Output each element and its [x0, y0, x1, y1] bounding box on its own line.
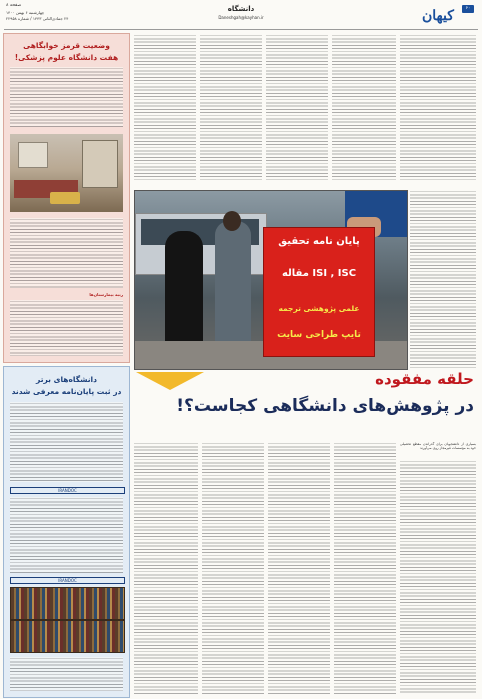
sidebar-bottom-subtitle: در ثبت پایان‌نامه معرفی شدند [11, 387, 122, 396]
logo-badge: ۶۰ [462, 5, 474, 13]
text-column-4 [332, 34, 396, 182]
logo-text: کیهان [422, 8, 454, 24]
date-line: چهارشنبه ۶ بهمن ۱۴۰۰ [6, 10, 45, 15]
headline-arrow [136, 372, 204, 390]
masthead [0, 0, 482, 32]
photo-person-man-head [223, 211, 241, 231]
headline-title: در پژوهش‌های دانشگاهی کجاست؟! [176, 396, 474, 416]
sidebar-top-body-lines-2 [10, 300, 123, 356]
irandoc-stamp-1: IRANDOC [10, 487, 125, 494]
photo-items [50, 192, 80, 204]
text-column-2 [200, 34, 262, 182]
sidebar-top-lead-lines [10, 67, 123, 127]
sign-line-4: تایپ طراحی سایت [277, 330, 361, 340]
shelf-divider [11, 619, 124, 621]
irandoc-stamp-2: IRANDOC [10, 577, 125, 584]
sidebar-top [3, 33, 130, 363]
sidebar-top-subtitle: هفت دانشگاه علوم پزشکی! [14, 53, 119, 62]
photo-window [18, 142, 48, 168]
sign-line-3: علمی پژوهشی ترجمه [278, 304, 360, 313]
sign-line-2: ISI , ISC مقاله [281, 268, 357, 279]
sign-line-1: پایان نامه تحقیق [278, 236, 360, 247]
masthead-rule [4, 29, 478, 30]
text-column-5 [400, 34, 476, 182]
section-title: دانشگاه [227, 5, 255, 13]
text-column-1 [134, 34, 196, 182]
main-photo [134, 190, 408, 370]
dormitory-photo [10, 134, 123, 212]
text-column-b1 [134, 442, 198, 694]
text-column-3 [266, 34, 328, 182]
headline-kicker: حلقه مفقوده [375, 370, 474, 388]
issue-line: ۲۴ جمادی‌الثانی ۱۴۴۳ / شماره ۲۲۹۵۸ [6, 16, 69, 21]
sidebar-top-title: وضعیت قرمز خوابگاهی [23, 41, 110, 50]
section-email: Daneshgah@kayhan.ir [218, 15, 264, 20]
text-column-right [410, 190, 476, 368]
sidebar-bottom [3, 366, 130, 698]
text-column-b3 [268, 442, 330, 694]
text-column-b4 [334, 442, 396, 694]
sidebar-bottom-lines-2 [10, 497, 123, 573]
sidebar-bottom-title: دانشگاه‌های برتر [36, 375, 97, 384]
headline-banner [134, 370, 476, 438]
photo-cabinet [82, 140, 118, 188]
logo [420, 4, 476, 26]
page-label: صفحه ۸ [6, 3, 22, 8]
lead-paragraph: بسیاری از دانشجویان برای گذراندن مقطع تحصیلی خود به مؤسسات غیرمجاز روی می‌آورند [400, 442, 476, 451]
text-column-b5 [400, 460, 476, 694]
sidebar-top-body-lines [10, 218, 123, 288]
bookshelf-photo [10, 587, 125, 653]
sidebar-bottom-lines-1 [10, 402, 123, 482]
sidebar-top-highlight: رتبه بیمارستان‌ها [89, 292, 123, 297]
text-column-b2 [202, 442, 264, 694]
advert-sign [263, 227, 375, 357]
sidebar-bottom-lines-3 [10, 657, 123, 691]
